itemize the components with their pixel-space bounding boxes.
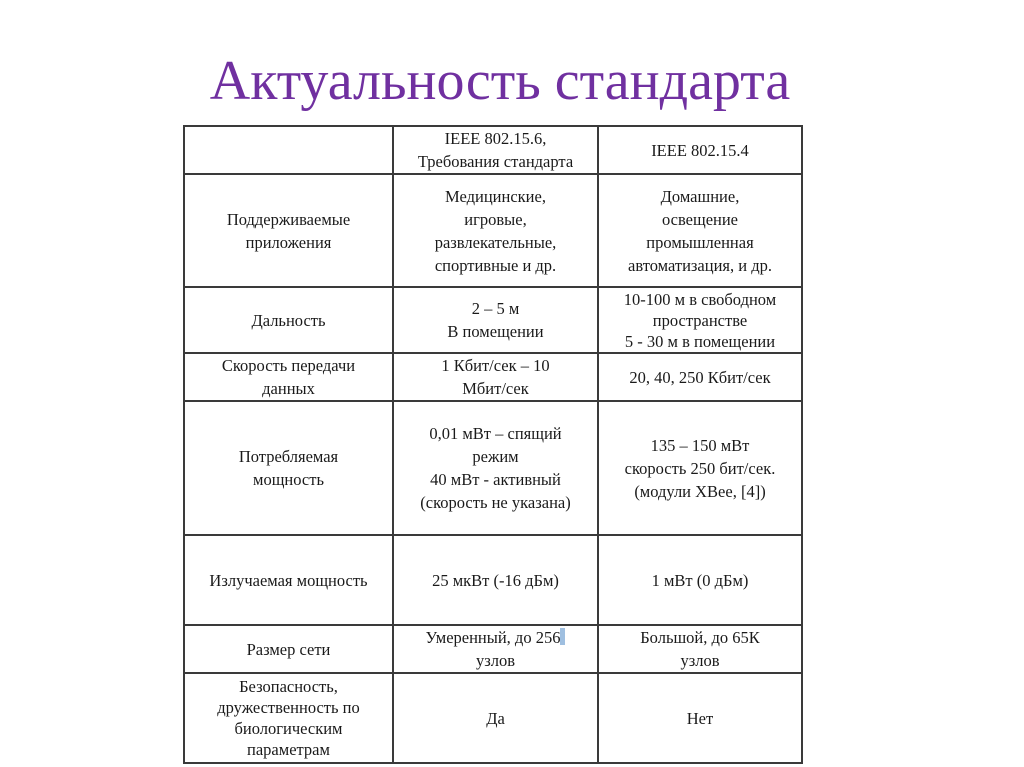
header-cell-empty [184, 126, 393, 174]
header-text: Требования стандарта [417, 152, 574, 171]
cell-text: Поддерживаемые [226, 209, 351, 229]
cell-text: узлов [680, 651, 720, 670]
cell-ieee-802-15-6 [393, 287, 598, 353]
cell-text: автоматизация, и др. [628, 255, 772, 275]
cell-text: Скорость передачи [221, 356, 356, 375]
header-cell-ieee-802-15-4 [598, 126, 802, 174]
cell-ieee-802-15-4 [598, 287, 802, 353]
cell-text: спортивные и др. [434, 255, 557, 275]
header-text: IEEE 802.15.4 [651, 140, 749, 160]
cell-text: 40 мВт - активный [430, 470, 561, 489]
cell-ieee-802-15-4 [598, 401, 802, 535]
table-row [184, 353, 802, 401]
table-row [184, 673, 802, 763]
cell-ieee-802-15-6 [393, 535, 598, 625]
cell-ieee-802-15-4 [598, 625, 802, 673]
cell-text: Потребляемая [238, 447, 339, 466]
cell-text: 135 – 150 мВт [650, 435, 750, 455]
slide-title: Актуальность стандарта [209, 50, 791, 112]
table-row [184, 535, 802, 625]
table-row [184, 625, 802, 673]
cell-text: приложения [245, 232, 332, 252]
cell-text: развлекательные, [434, 232, 557, 252]
cell-text: промышленная [646, 232, 754, 252]
cell-text: Безопасность, [239, 677, 338, 696]
cell-text: режим [472, 447, 519, 466]
cell-text: параметрам [247, 740, 330, 759]
cell-ieee-802-15-4 [598, 174, 802, 287]
cell-ieee-802-15-6 [393, 353, 598, 401]
cell-text: Медицинские, [445, 186, 546, 206]
cell-text: Большой, до 65К [640, 628, 760, 647]
cell-text: данных [262, 379, 315, 398]
cell-text: освещение [661, 209, 738, 229]
cell-text: Размер сети [246, 639, 331, 659]
text-cursor-highlight [560, 628, 565, 645]
cell-text: Дальность [251, 310, 326, 330]
cell-text: 2 – 5 м [471, 299, 520, 318]
cell-text: Домашние, [660, 186, 740, 206]
cell-text: игровые, [464, 209, 527, 229]
cell-text: Умеренный, до 256 [425, 628, 561, 647]
cell-text: дружественность по [217, 698, 360, 717]
cell-text: пространстве [652, 310, 748, 330]
cell-text: узлов [475, 651, 516, 670]
cell-ieee-802-15-4 [598, 353, 802, 401]
cell-text: (скорость не указана) [420, 493, 571, 512]
row-label [184, 401, 393, 535]
table-row [184, 401, 802, 535]
row-label [184, 535, 393, 625]
cell-ieee-802-15-4 [598, 535, 802, 625]
header-text: IEEE 802.15.6, [444, 129, 547, 148]
cell-text-with-cursor [398, 626, 593, 649]
cell-text: 1 Кбит/сек – 10 [441, 356, 550, 375]
row-label [184, 353, 393, 401]
cell-text: 5 - 30 м в помещении [624, 331, 776, 351]
cell-ieee-802-15-6 [393, 174, 598, 287]
cell-text: скорость 250 бит/сек. [624, 458, 776, 478]
table-row [184, 287, 802, 353]
cell-ieee-802-15-6 [393, 401, 598, 535]
row-label [184, 287, 393, 353]
cell-text: 10-100 м в свободном [623, 289, 777, 309]
cell-text: Да [486, 708, 505, 728]
cell-text: 1 мВт (0 дБм) [651, 570, 749, 590]
cell-ieee-802-15-6 [393, 673, 598, 763]
table-row [184, 174, 802, 287]
row-label [184, 625, 393, 673]
row-label [184, 174, 393, 287]
cell-text: 0,01 мВт – спящий [429, 424, 562, 443]
table-header-row [184, 126, 802, 174]
header-cell-ieee-802-15-6 [393, 126, 598, 174]
cell-text: мощность [253, 470, 324, 489]
cell-ieee-802-15-6 [393, 625, 598, 673]
cell-ieee-802-15-4 [598, 673, 802, 763]
cell-text: 25 мкВт (-16 дБм) [432, 570, 559, 590]
cell-text: В помещении [447, 322, 544, 341]
cell-text: Мбит/сек [462, 379, 529, 398]
cell-text: биологическим [234, 719, 343, 738]
cell-text: 20, 40, 250 Кбит/сек [629, 367, 771, 387]
comparison-table [183, 125, 803, 764]
cell-text: (модули XBee, [4]) [634, 481, 766, 501]
row-label [184, 673, 393, 763]
cell-text: Нет [686, 708, 714, 728]
cell-text: Излучаемая мощность [209, 570, 368, 590]
